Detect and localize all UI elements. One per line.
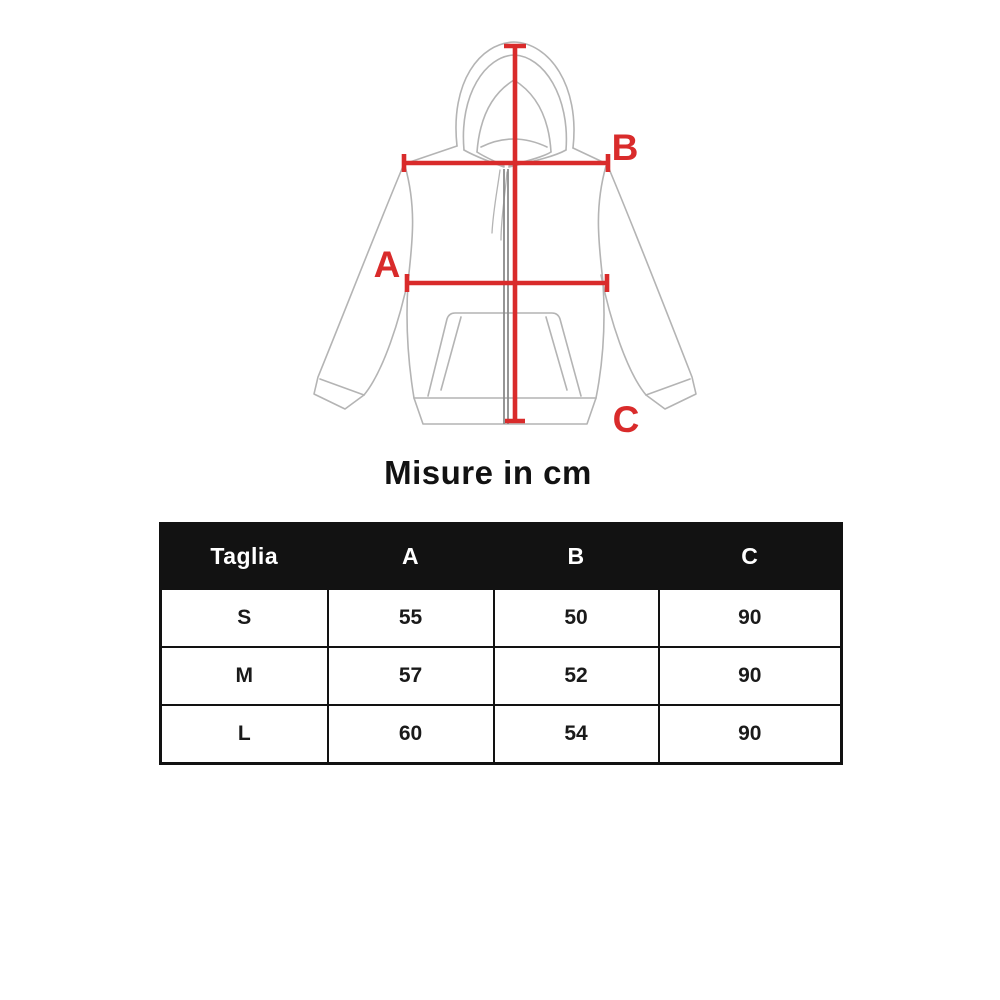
header-c: C	[659, 524, 842, 590]
sleeve-right-outer	[607, 164, 696, 409]
measurement-label-b: B	[611, 127, 639, 168]
cell-size: L	[161, 705, 328, 764]
size-chart-title: Misure in cm	[384, 454, 592, 491]
cell-b: 50	[494, 589, 659, 647]
table-row-l	[161, 705, 842, 764]
cell-a: 55	[328, 589, 494, 647]
cell-b: 52	[494, 647, 659, 705]
zipper	[504, 169, 508, 424]
cell-a: 60	[328, 705, 494, 764]
cuff-left-line	[320, 379, 364, 395]
measurement-lines	[404, 46, 608, 421]
cell-size: M	[161, 647, 328, 705]
size-table	[159, 522, 843, 765]
table-row-m	[161, 647, 842, 705]
sleeve-left-inner	[364, 275, 409, 395]
table-row-s	[161, 589, 842, 647]
size-table-header-row	[161, 524, 842, 590]
header-b: B	[494, 524, 659, 590]
sleeve-right-inner	[601, 275, 646, 395]
measurement-label-c: C	[612, 399, 640, 440]
cell-c: 90	[659, 589, 842, 647]
cell-c: 90	[659, 647, 842, 705]
cell-a: 57	[328, 647, 494, 705]
cuff-right-line	[646, 379, 690, 395]
hoodie-outline	[314, 42, 696, 424]
header-taglia: Taglia	[161, 524, 328, 590]
cell-size: S	[161, 589, 328, 647]
pocket-opening-right	[546, 317, 567, 390]
cell-c: 90	[659, 705, 842, 764]
header-a: A	[328, 524, 494, 590]
cell-b: 54	[494, 705, 659, 764]
drawstring-left	[492, 170, 500, 233]
measurement-label-a: A	[373, 244, 401, 285]
hoodie-size-diagram	[0, 0, 1000, 450]
sleeve-left-outer	[314, 164, 404, 409]
